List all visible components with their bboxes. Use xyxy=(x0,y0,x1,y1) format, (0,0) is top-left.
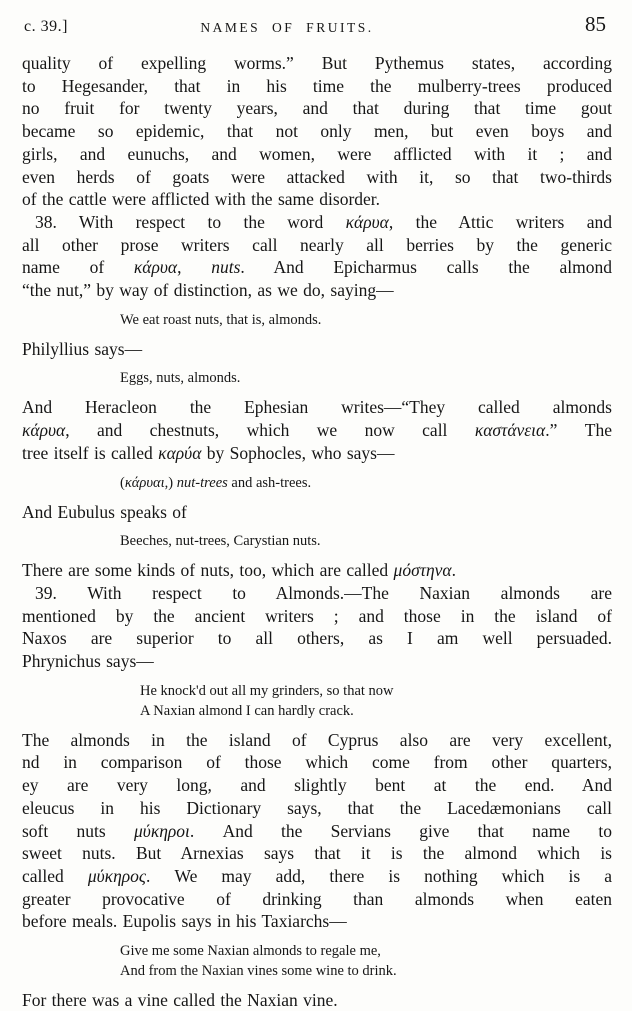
verse-quote xyxy=(120,473,612,493)
text-line: sweet nuts. But Arnexias says that it is the almond which is xyxy=(22,843,612,864)
text-line: κάρυα, and chestnuts, which we now call καστάνεια.” The xyxy=(22,420,612,441)
text-line: Give me some Naxian almonds to regale me, xyxy=(120,943,381,960)
text-line: He knock'd out all my grinders, so that now xyxy=(140,682,394,699)
text-body xyxy=(22,52,612,1011)
text-line: Philyllius says— xyxy=(22,338,143,359)
paragraph xyxy=(22,729,612,933)
text-line: And from the Naxian vines some wine to drink. xyxy=(120,963,397,980)
text-line: greater provocative of drinking than almonds when eaten xyxy=(22,888,612,909)
text-line: There are some kinds of nuts, too, which are called μόστηνα. xyxy=(22,560,456,581)
page-header xyxy=(22,12,612,40)
chapter-signature: c. 39.] xyxy=(24,18,68,35)
text-line: (κάρυαι,) nut-trees and ash-trees. xyxy=(120,474,312,491)
paragraph xyxy=(22,582,612,673)
text-line: “the nut,” by way of distinction, as we do, saying— xyxy=(22,280,394,301)
text-line: name of κάρυα, nuts. And Epicharmus calls the almond xyxy=(22,257,613,278)
text-line: And Eubulus speaks of xyxy=(22,501,187,522)
text-line: And Heracleon the Ephesian writes—“They called almonds xyxy=(22,397,612,418)
running-title: NAMES OF FRUITS. xyxy=(200,20,374,35)
paragraph xyxy=(22,989,612,1011)
text-line: 38. With respect to the word κάρυα, the Attic writers and xyxy=(35,211,612,232)
text-line: to Hegesander, that in his time the mulberry-trees produced xyxy=(22,75,612,96)
paragraph xyxy=(22,211,612,302)
paragraph xyxy=(22,396,612,464)
text-line: The almonds in the island of Cyprus also are very excellent, xyxy=(22,729,612,750)
text-line: before meals. Eupolis says in his Taxiarchs— xyxy=(22,911,347,932)
text-line: We eat roast nuts, that is, almonds. xyxy=(120,311,322,328)
text-line: no fruit for twenty years, and that during that time gout xyxy=(22,98,612,119)
text-line: For there was a vine called the Naxian vine. xyxy=(22,990,338,1011)
text-line: nd in comparison of those which come from other quarters, xyxy=(22,752,612,773)
text-line: Eggs, nuts, almonds. xyxy=(120,370,241,387)
paragraph xyxy=(22,52,612,211)
text-line: girls, and eunuchs, and women, were afflicted with it ; and xyxy=(22,143,612,164)
text-line: 39. With respect to Almonds.—The Naxian almonds are xyxy=(35,582,612,603)
verse-quote xyxy=(120,368,612,388)
text-line: Naxos are superior to all others, as I am well persuaded. xyxy=(22,628,612,649)
text-line: Beeches, nut-trees, Carystian nuts. xyxy=(120,533,321,550)
text-line: became so epidemic, that not only men, but even boys and xyxy=(22,121,612,142)
text-line: of the cattle were afflicted with the same disorder. xyxy=(22,189,381,210)
text-line: even herds of goats were attacked with it, so that two-thirds xyxy=(22,166,612,187)
paragraph xyxy=(22,338,612,361)
paragraph xyxy=(22,559,612,582)
page-number: 85 xyxy=(585,12,606,36)
text-line: quality of expelling worms.” But Pythemus states, according xyxy=(22,53,612,73)
text-line: tree itself is called καρύα by Sophocles, who says— xyxy=(22,442,395,463)
verse-quote xyxy=(120,941,612,981)
text-line: Phrynichus says— xyxy=(22,651,154,672)
text-line: all other prose writers call nearly all berries by the generic xyxy=(22,234,612,255)
text-line: A Naxian almond I can hardly crack. xyxy=(140,702,354,719)
text-line: ey are very long, and slightly bent at the end. And xyxy=(22,775,612,796)
verse-quote xyxy=(120,531,612,551)
paragraph xyxy=(22,501,612,524)
text-line: called μύκηρος. We may add, there is nothing which is a xyxy=(22,865,613,886)
verse-quote xyxy=(120,310,612,330)
verse-quote xyxy=(140,681,612,721)
text-line: eleucus in his Dictionary says, that the Lacedæmonians call xyxy=(22,797,612,818)
text-line: soft nuts μύκηροι. And the Servians give that name to xyxy=(22,820,612,841)
text-line: mentioned by the ancient writers ; and those in the island of xyxy=(22,605,612,626)
